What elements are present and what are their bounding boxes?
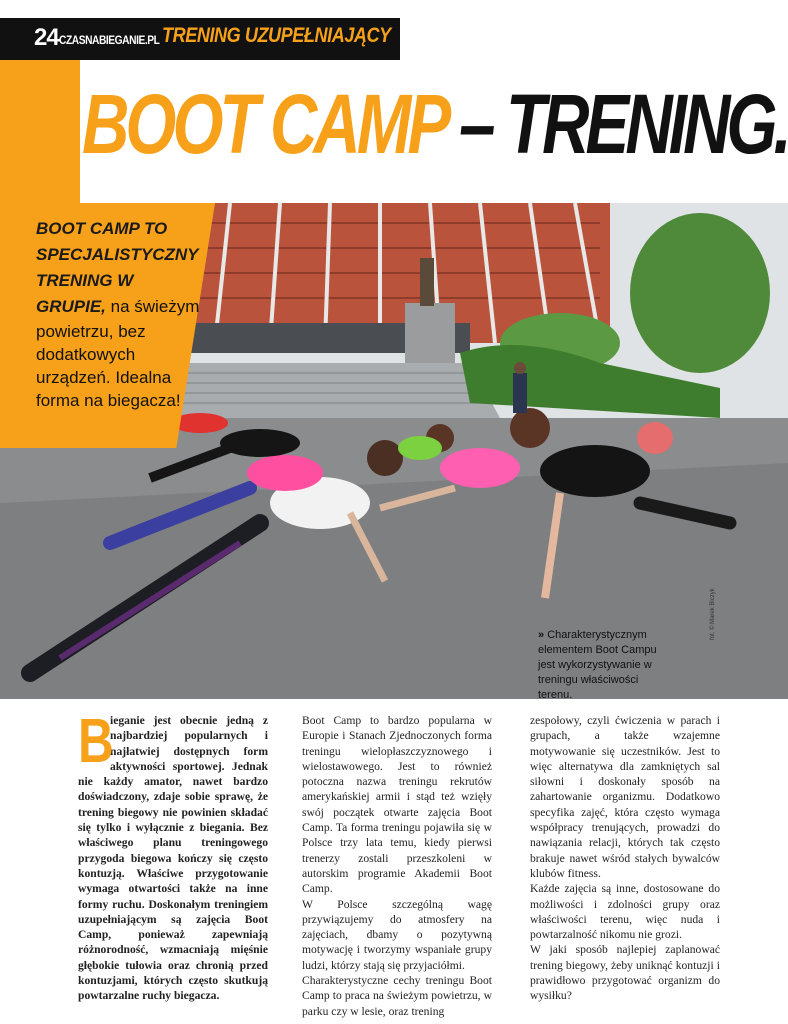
headline: [82, 77, 788, 171]
paragraph: zespołowy, czyli ćwiczenia w parach i grupach, a także wzajemne motywowanie się uczestników. Jest to więc alternatywa dla zamkniętych sal siłowni i doskonały sposób na zahartowanie organizmu. Dodatkowo specyfika zajęć, która często wymaga współpracy trenujących, prowadzi do nawiązania relacji, których tak często brakuje nawet wśród stałych bywalców klubów fitness.: [530, 714, 720, 880]
paragraph: Charakterystyczne cechy treningu Boot Camp to praca na świeżym powietrzu, w parku czy w lesie, oraz trening: [302, 974, 492, 1018]
photo-credit: fot. © Marek Biczyk: [710, 588, 716, 640]
article-column-1: [78, 707, 268, 1004]
site-name: CZASNABIEGANIE.PL: [59, 33, 160, 47]
lead-light: na świeżym powietrzu, bez dodatkowych urządzeń. Idealna forma na biegacza!: [36, 297, 200, 410]
lead-strong: BOOT CAMP TO SPECJALISTYCZNY TRENING W GRUPIE,: [36, 219, 199, 316]
caption-marker: »: [538, 629, 545, 641]
article-column-2: [302, 713, 492, 1019]
caption-text: Charakterystycznym elementem Boot Campu jest wykorzystywanie w treningu właściwości terenu.: [538, 629, 657, 701]
lead-text: [36, 216, 206, 412]
article-column-3: [530, 713, 720, 1004]
paragraph: W Polsce szczególną wagę przywiązujemy do atmosfery na zajęciach, dbamy o pozytywną motywację i tworzymy wspaniałe grupy ludzi, którzy stają się przyjaciółmi.: [302, 897, 492, 972]
page-number: 24: [34, 24, 59, 51]
headline-part-2: – TRENING.: [444, 77, 788, 171]
paragraph: W jaki sposób najlepiej zaplanować trening biegowy, żeby uniknąć kontuzji i prawidłowo przygotować organizm do wysiłku?: [530, 943, 720, 1003]
section-title: TRENING UZUPEŁNIAJĄCY: [162, 24, 391, 47]
headline-part-1: BOOT CAMP: [82, 77, 445, 171]
drop-cap: B: [78, 707, 114, 776]
column-1-text: ieganie jest obecnie jedną z najbardziej popularnych i najłatwiej dostępnych form aktywności sportowej. Jednak nie każdy amator, nawet bardzo doświadczony, zdaje sobie sprawę, że trening biegowy nie powinien składać się tylko i wyłącznie z biegania. Bez właściwego planu treningowego przygoda biegowa kończy się często kontuzją. Właściwe przygotowanie wymaga otwartości także na inne formy ruchu. Doskonałym treningiem uzupełniającym są zajęcia Boot Camp, ponieważ zapewniają różnorodność, wzmacniają mięśnie głębokie tułowia oraz chronią przed kontuzjami, których często skutkują powtarzalne ruchy biegacza.: [78, 714, 268, 1003]
photo-caption: [538, 628, 674, 703]
paragraph: Boot Camp to bardzo popularna w Europie i Stanach Zjednoczonych forma treningu wielopłaszczyznowego i wielostawowego. Jest to również potoczna nazwa treningu rekrutów amerykańskiej armii i stąd też wzięły swój początek otwarte zajęcia Boot Camp. Ta forma treningu pojawiła się w Polsce trzy lata temu, kiedy pierwsi trenerzy zostali przeszkoleni w autorskim programie Akademii Boot Camp.: [302, 714, 492, 896]
paragraph: Każde zajęcia są inne, dostosowane do możliwości i zdolności grupy oraz właściwości terenu, więc nuda i powtarzalność nikomu nie grozi.: [530, 882, 720, 942]
